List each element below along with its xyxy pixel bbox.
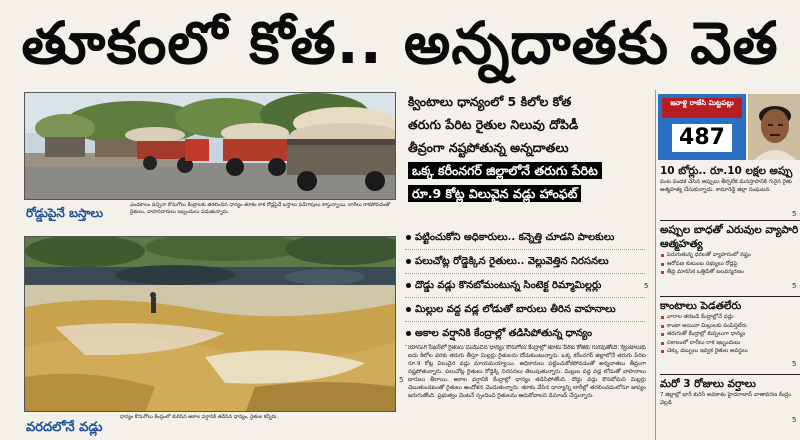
suicide-count-badge — [658, 94, 746, 160]
badge-number: 487 — [672, 124, 732, 152]
sidebar-story-3 — [660, 296, 800, 356]
intro-line: తీవ్రంగా నష్టపోతున్న అన్నదాతలు — [408, 140, 569, 155]
bullet-item: పలుచోట్ల రోడ్డెక్కిన రైతులు.. వెల్లువెత్తిన నిరసనలు — [405, 250, 645, 274]
story-item: ఆరోపణ కుటుంబ సభ్యులు రోడ్లపై — [660, 260, 800, 269]
story-intro — [408, 90, 648, 205]
page-reference: 5 — [399, 376, 404, 384]
bullet-item: మిల్లుల వద్ద వడ్ల లోడుతో బారులు తీరిన వాహనాలు — [405, 298, 645, 322]
story-title: 10 బోర్లు.. రూ.10 లక్షల అప్పు — [660, 165, 793, 177]
photo-trucks-with-bags — [24, 92, 396, 200]
story-body-text: యాసంగి సీజన్‌లో రైతులు పండించిన ధాన్యం కొనుగోలు కేంద్రాల్లో తూకం పేరిట కోతకు గురవుతోంది. క్వింటాలుకు ఐదు కిలోల వరకు తరుగు తీస్తూ మిల్లర్లు రైతులను దోచుకుంటున్నారు. ఒక్క కరీంనగర్ జిల్లాలోనే తరుగు పేరిట రూ.9 కోట్ల విలువైన వడ్లు మాయమయ్యాయి. అధికారులు పట్టించుకోకపోవడంతో అన్నదాతలు తీవ్రంగా నష్టపోతున్నారు. పలుచోట్ల రైతులు రోడ్డెక్కి నిరసనలు తెలుపుతున్నారు. మిల్లుల వద్ద వడ్ల లోడుతో వాహనాలు బారులు తీరాయి. అకాల వర్షానికి కేంద్రాల్లో ధాన్యం తడిసిపోతోంది. దొడ్డు వడ్లు కొనబోమని మిల్లర్లు చెబుతుండటంతో రైతులు ఆందోళన చెందుతున్నారు. తూకం వేసిన ధాన్యాన్ని లారీల్లో తరలించడంలోనూ జాప్యం జరుగుతోంది. ప్రభుత్వం వెంటనే స్పందించి రైతులను ఆదుకోవాలని డిమాండ్ చేస్తున్నారు. — [408, 345, 646, 399]
portrait-photo — [748, 94, 800, 160]
page-reference: 5 — [792, 282, 797, 290]
story-item: సకాలంలో లారీలు రాక ఇబ్బందులు — [660, 339, 800, 348]
page-reference: 5 — [792, 416, 797, 424]
photo1-caption: రోడ్డుపైనే బస్తాలు — [26, 206, 104, 220]
page-headline: తూకంలో కోత.. అన్నదాతకు వెత — [21, 9, 779, 77]
bullet-item: పట్టించుకోని అధికారులు.. కన్నెత్తి చూడని పాలకులు — [405, 226, 645, 250]
page-reference: 5 — [644, 282, 649, 290]
story-item: పెరుగుతున్న ధరలతో వ్యాపారంలో నష్టం — [660, 251, 800, 260]
story-title: మరో 3 రోజులు వర్షాలు — [660, 378, 756, 390]
story-item: తరుగుతో కేంద్రాల్లో కుప్పలుగా ధాన్యం — [660, 330, 800, 339]
story-text: 7 జిల్లాల్లో భారీ కురిసే అవకాశం హైదరాబాద్ వాతావరణ కేంద్రం వెల్లడి — [660, 392, 792, 406]
bullet-item: దొడ్డు వడ్లు కొనబోమంటున్న సింటెక్ట రిమ్మామిల్లర్లు — [405, 274, 645, 298]
photo2-caption: వరదలోనే వడ్లు — [26, 420, 103, 435]
sidebar-story-2 — [660, 220, 800, 277]
photo-wet-grain — [24, 236, 396, 412]
story-bullets — [405, 226, 645, 346]
story-title: కాంటాలు పెడతలేరు — [660, 300, 742, 312]
intro-line-text: రూ.9 కోట్ల విలువైన వడ్లు హాంఫట్ — [408, 185, 581, 202]
badge-tag: ఇవాళ్టి రాజేసి మిట్టపల్లు — [662, 98, 742, 118]
page-reference: 5 — [792, 360, 797, 368]
story-title: అప్పుల బాధతో ఎరువుల వ్యాపారి ఆత్మహత్య — [660, 224, 799, 250]
intro-line-highlight — [408, 182, 648, 205]
sidebar-story-4 — [660, 374, 800, 407]
story-item: కాంటా అయినా మిల్లులకు పంపిస్తలేరు — [660, 322, 800, 331]
story-item: తీవ్ర మానసిక ఒత్తిడితో బలవన్మరణం — [660, 268, 800, 277]
photo1-caption-text: ఎండకాలం వచ్చినా కొనుగోలు కేంద్రాలకు తరలించిన ధాన్యం తూకం కాక రోడ్లపైనే బస్తాలు పడిగాపులు కాస్తున్నాయి. లారీలు రాకపోవడంతో రైతులు, వాహనదారులు ఇబ్బందులు పడుతున్నారు. — [130, 202, 391, 215]
intro-line-highlight — [408, 159, 648, 182]
story-item: చెక్కు డబ్బులు ఇవ్వక రైతుల అవస్థలు — [660, 347, 800, 356]
intro-line: తరుగు పేరిట రైతుల నిలువు దోపిడీ — [408, 117, 579, 132]
intro-line: క్వింటాలు ధాన్యంలో 5 కిలోల కోత — [408, 94, 572, 109]
intro-line-text: ఒక్క కరీంనగర్ జిల్లాలోనే తరుగు పేరిట — [408, 162, 602, 179]
story-text: పంట పండక చేసిన అప్పులు తీర్చలేక మనస్తాపానికి గురైన రైతు ఆత్మహత్య చేసుకున్నాడు. కామారెడ్డి జిల్లా సంఘటన. — [660, 179, 793, 193]
page-reference: 5 — [792, 210, 797, 218]
bullet-item: అకాల వర్షానికి కేంద్రాల్లో తడిసిపోతున్న ధాన్యం — [405, 322, 645, 346]
story-item: వారాల తరబడి కేంద్రాల్లోనే వడ్లు — [660, 313, 800, 322]
photo2-caption-text: ధాన్యం కొనుగోలు కేంద్రంలో కురిసిన అకాల వర్షానికి తడిసిన ధాన్యం, రైతుల కన్నీరు. — [120, 414, 278, 420]
sidebar-story-1 — [660, 164, 800, 194]
sidebar — [655, 90, 800, 440]
